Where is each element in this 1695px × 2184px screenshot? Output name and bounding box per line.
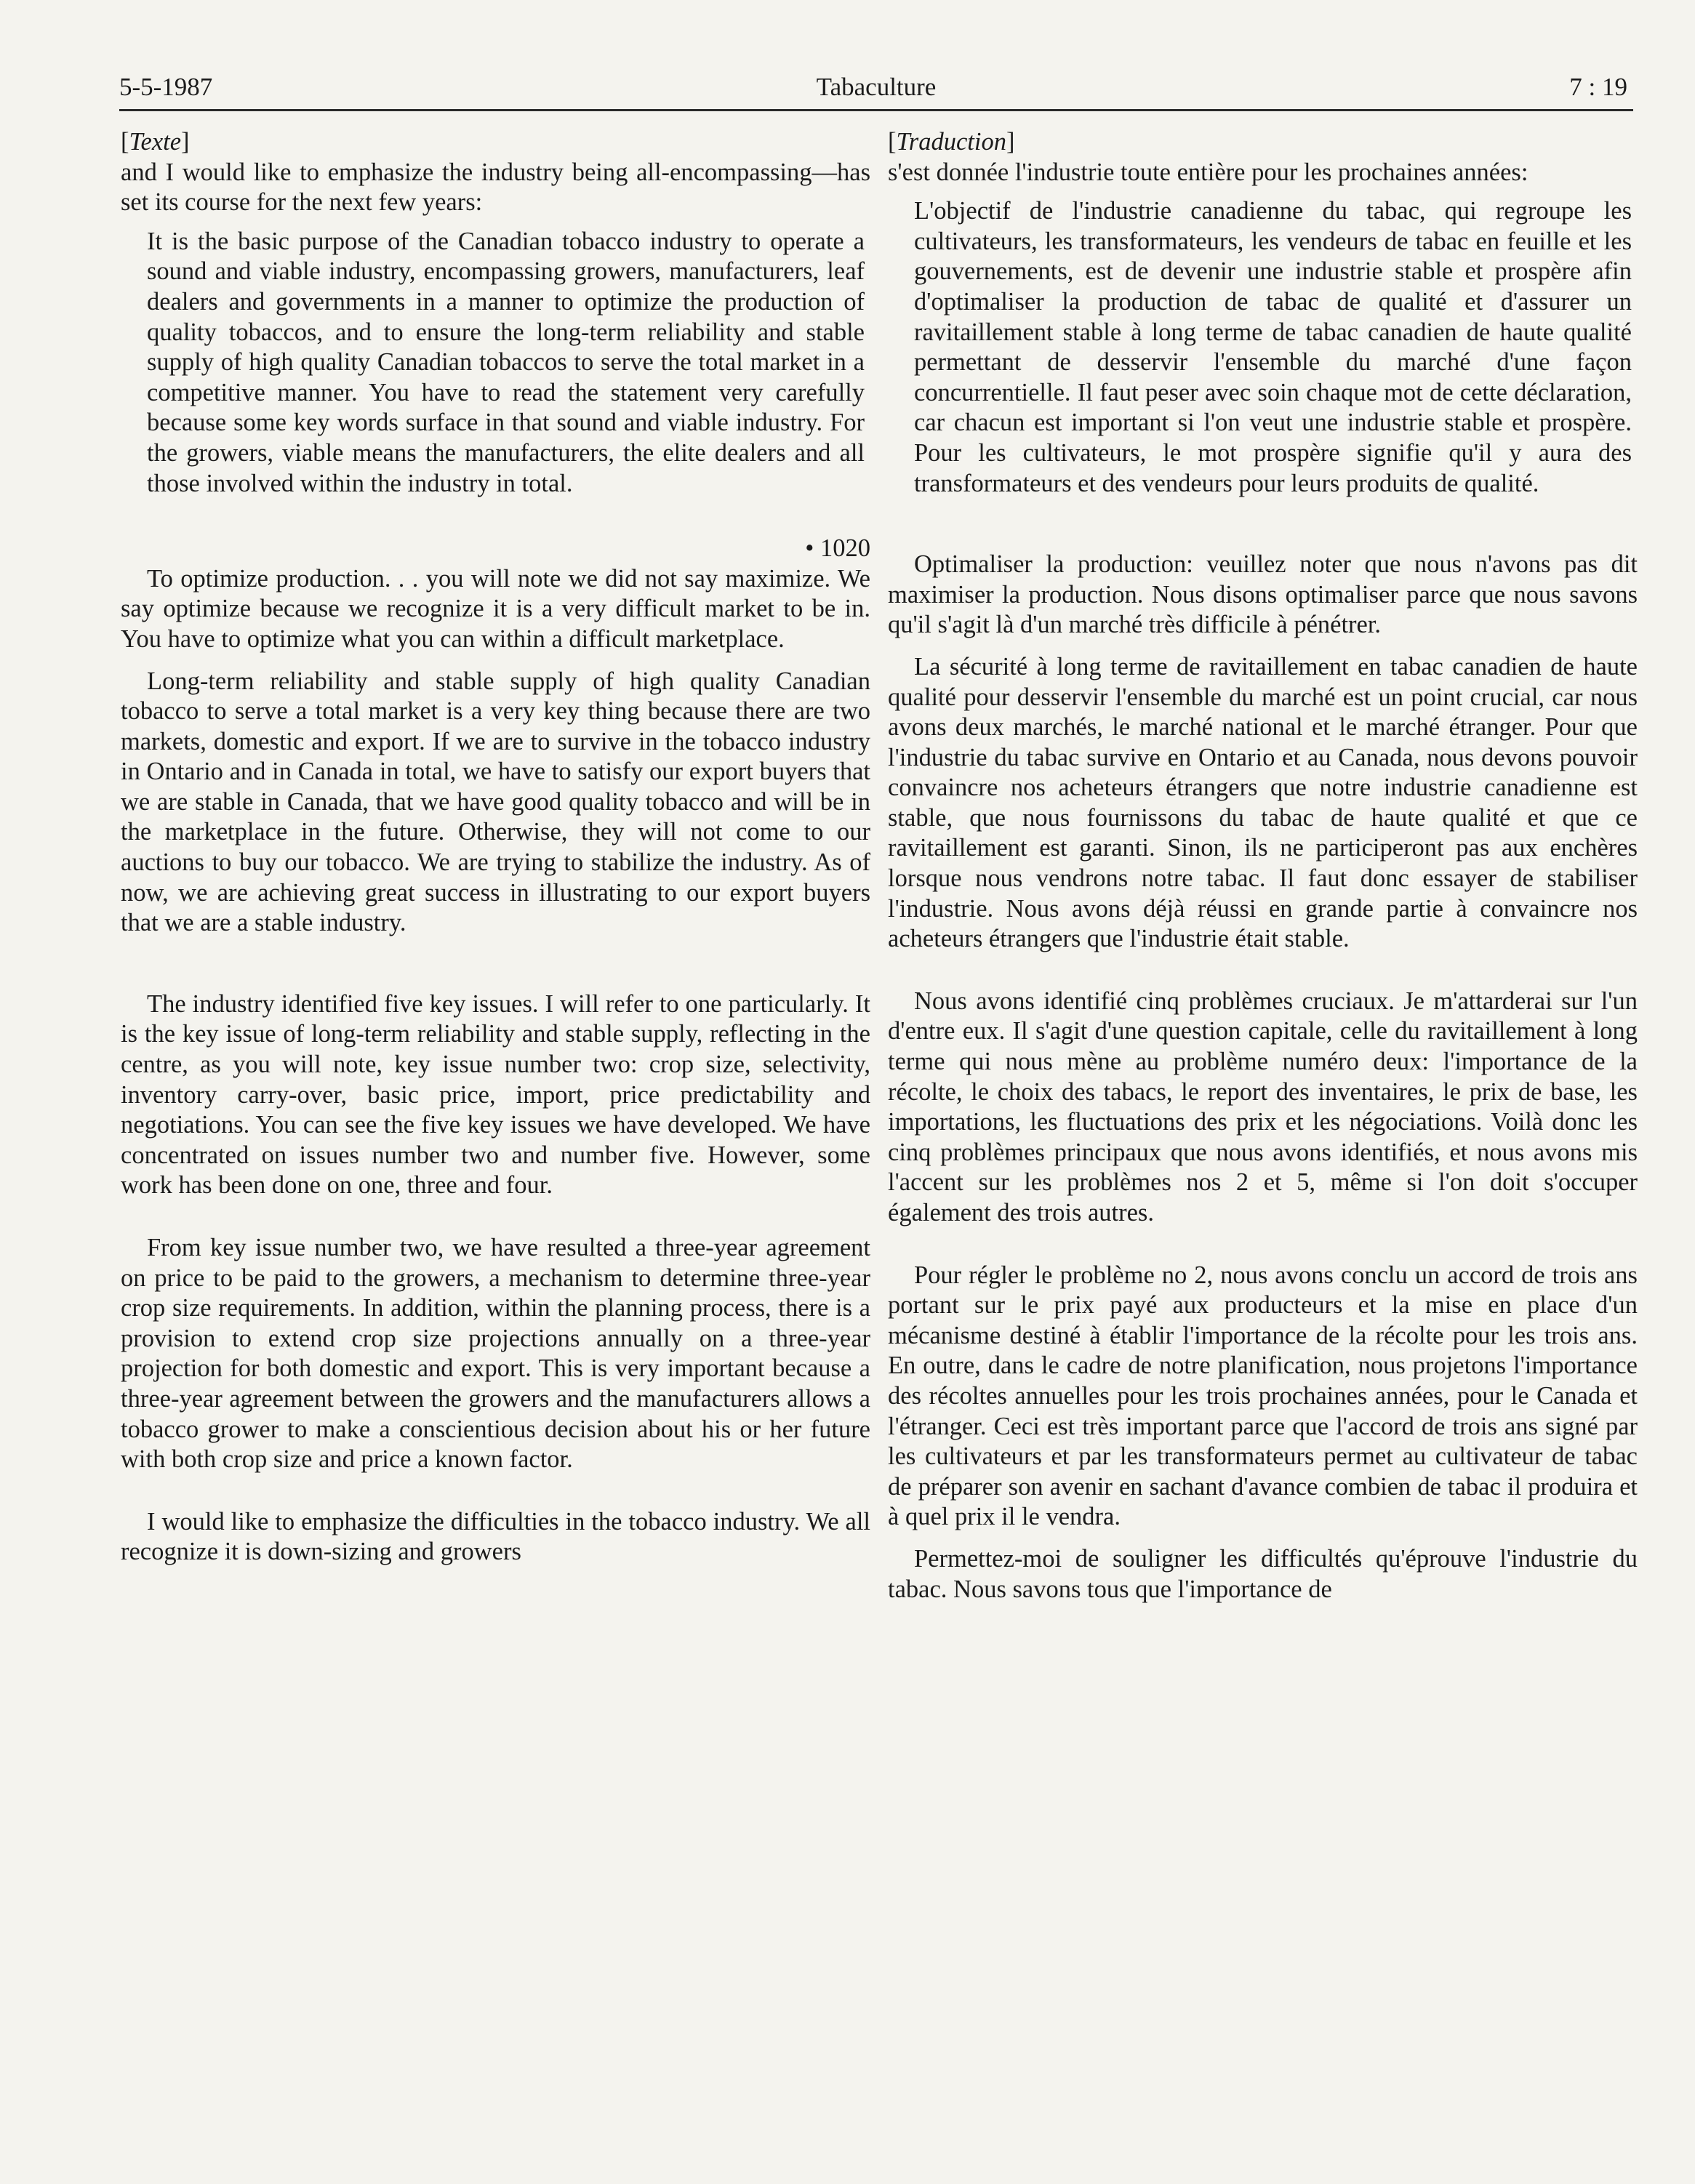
column-english [121, 127, 870, 1567]
label-traduction: [Traduction] [888, 128, 1015, 156]
french-paragraph-4: Pour régler le problème no 2, nous avons conclu un accord de trois ans portant sur le prix payé aux producteurs et la mise en place d'un mécanisme destiné à établir l'importance de la récolte pour les trois ans. En outre, dans le cadre de notre planification, nous projetons l'importance des récoltes annuelles pour les trois prochaines années, pour le Canada et l'étranger. Ceci est très important parce que l'accord de trois ans signé par les cultivateurs et par les transformateurs permet au cultivateur de tabac de préparer son avenir en sachant d'avance combien de tabac il produira et à quel prix il le vendra. [888, 1261, 1638, 1531]
time-marker: • 1020 [805, 534, 870, 563]
page-header [119, 73, 1633, 113]
column-french [888, 127, 1638, 1605]
header-rule [119, 109, 1633, 111]
french-quote: L'objectif de l'industrie canadienne du tabac, qui regroupe les cultivateurs, les transformateurs, les vendeurs de tabac en feuille et les gouvernements, est de devenir une industrie stable et prospère afin d'optimaliser la production de tabac de qualité et d'assurer un ravitaillement stable à long terme de tabac canadien de haute qualité permettant de desservir l'ensemble du marché d'une façon concurrentielle. Il faut peser avec soin chaque mot de cette déclaration, car chacun est important si l'on veut une industrie stable et prospère. Pour les cultivateurs, le mot prospère signifie qu'il y aura des transformateurs et des vendeurs pour leurs produits de qualité. [914, 197, 1632, 497]
english-intro: and I would like to emphasize the industry being all-encompassing—has set its course for the next few years: [121, 158, 870, 217]
header-title: Tabaculture [816, 73, 937, 101]
english-quote: It is the basic purpose of the Canadian tobacco industry to operate a sound and viable industry, encompassing growers, manufacturers, leaf dealers and governments in a manner to optimize the production of quality tobaccos, and to ensure the long-term reliability and stable supply of high quality Canadian tobaccos to serve the total market in a competitive manner. You have to read the statement very carefully because some key words surface in that sound and viable industry. For the growers, viable means the manufacturers, the elite dealers and all those involved within the industry in total. [147, 227, 865, 497]
header-date: 5-5-1987 [119, 73, 213, 101]
label-traduction-text: Traduction [896, 128, 1006, 156]
french-paragraph-3: Nous avons identifié cinq problèmes cruciaux. Je m'attarderai sur l'un d'entre eux. Il s'agit d'une question capitale, celle du ravitaillement à long terme qui nous mène au problème numéro deux: l'importance de la récolte, le choix des tabacs, le report des inventaires, le prix de base, les importations, les fluctuations des prix et les négociations. Voilà donc les cinq problèmes principaux que nous avons identifiés, et nous avons mis l'accent sur les problèmes nos 2 et 5, même si l'on doit s'occuper également des trois autres. [888, 987, 1638, 1227]
english-paragraph-5: I would like to emphasize the difficulties in the tobacco industry. We all recognize it is down-sizing and growers [121, 1507, 870, 1566]
french-intro: s'est donnée l'industrie toute entière pour les prochaines années: [888, 158, 1528, 186]
french-paragraph-5: Permettez-moi de souligner les difficultés qu'éprouve l'industrie du tabac. Nous savons tous que l'importance de [888, 1544, 1638, 1603]
french-paragraph-2: La sécurité à long terme de ravitaillement en tabac canadien de haute qualité pour desservir l'ensemble du marché est un point crucial, car nous avons deux marchés, le marché national et le marché étranger. Pour que l'industrie du tabac survive en Ontario et au Canada, nous devons pouvoir convaincre nos acheteurs étrangers que notre industrie canadienne est stable, que nous fournissons du tabac de haute qualité et que ce ravitaillement est garanti. Sinon, ils ne participeront pas aux enchères lorsque nous vendrons notre tabac. Il faut donc essayer de stabiliser l'industrie. Nous avons déjà réussi en grande partie à convaincre nos acheteurs étrangers que l'industrie était stable. [888, 652, 1638, 953]
english-paragraph-3: The industry identified five key issues. I will refer to one particularly. It is the key issue of long-term reliability and stable supply, reflecting in the centre, as you will note, key issue number two: crop size, selectivity, inventory carry-over, basic price, import, price predictability and negotiations. You can see the five key issues we have developed. We have concentrated on issues number two and number five. However, some work has been done on one, three and four. [121, 989, 870, 1200]
english-paragraph-1: To optimize production. . . you will note we did not say maximize. We say optimize because we recognize it is a very difficult market to be in. You have to optimize what you can within a difficult marketplace. [121, 564, 870, 653]
label-texte: [Texte] [121, 128, 190, 156]
french-paragraph-1: Optimaliser la production: veuillez noter que nous n'avons pas dit maximiser la production. Nous disons optimaliser parce que nous savons qu'il s'agit là d'un marché très difficile à pénétrer. [888, 550, 1638, 639]
label-texte-text: Texte [129, 128, 182, 156]
english-paragraph-4: From key issue number two, we have resulted a three-year agreement on price to be paid to the growers, a mechanism to determine three-year crop size requirements. In addition, within the planning process, there is a provision to extend crop size projections annually on a three-year projection for both domestic and export. This is very important because a three-year agreement between the growers and the manufacturers allows a tobacco grower to make a conscientious decision about his or her future with both crop size and price a known factor. [121, 1234, 870, 1474]
header-page-number: 7 : 19 [1569, 73, 1627, 101]
english-paragraph-2: Long-term reliability and stable supply of high quality Canadian tobacco to serve a total market is a very key thing because there are two markets, domestic and export. If we are to survive in the tobacco industry in Ontario and in Canada in total, we have to satisfy our export buyers that we are stable in Canada, that we have good quality tobacco and will be in the marketplace in the future. Otherwise, they will not come to our auctions to buy our tobacco. We are trying to stabilize the industry. As of now, we are achieving great success in illustrating to our export buyers that we are a stable industry. [121, 667, 870, 937]
